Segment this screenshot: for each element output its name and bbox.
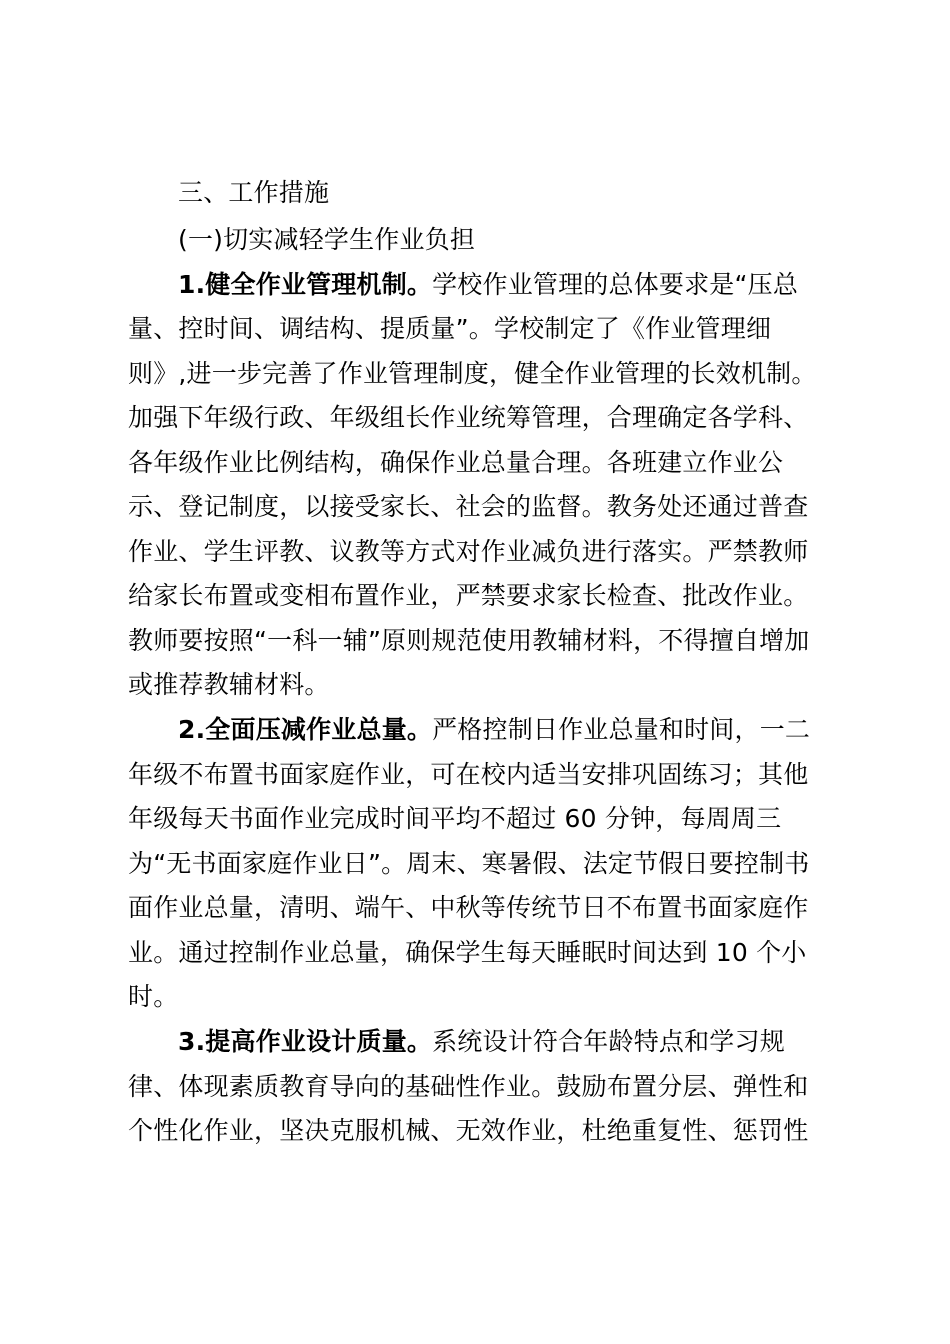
paragraph-1-line: 或推荐教辅材料。 [128, 670, 330, 699]
paragraph-3-line: 律、体现素质教育导向的基础性作业。鼓励布置分层、弹性和 [128, 1072, 809, 1101]
paragraph-1-title: 1.健全作业管理机制。 [178, 270, 433, 299]
section-heading: 三、工作措施 [178, 178, 330, 207]
paragraph-2-line: 年级每天书面作业完成时间平均不超过 60 分钟，每周周三 [128, 804, 782, 833]
subsection-heading: (一)切实减轻学生作业负担 [178, 225, 476, 254]
paragraph-1-line: 给家长布置或变相布置作业，严禁要求家长检查、批改作业。 [128, 581, 809, 610]
paragraph-1-line: 加强下年级行政、年级组长作业统筹管理，合理确定各学科、 [128, 403, 809, 432]
paragraph-1-line: 作业、学生评教、议教等方式对作业减负进行落实。严禁教师 [128, 537, 809, 566]
paragraph-1-text: 学校作业管理的总体要求是“压总 [432, 270, 799, 299]
paragraph-1-line: 各年级作业比例结构，确保作业总量合理。各班建立作业公 [128, 448, 784, 477]
paragraph-2-title: 2.全面压减作业总量。 [178, 715, 433, 744]
paragraph-1-line: 量、控时间、调结构、提质量”。学校制定了《作业管理细 [128, 314, 772, 343]
paragraph-2-line: 年级不布置书面家庭作业，可在校内适当安排巩固练习；其他 [128, 760, 809, 789]
paragraph-2-line: 为“无书面家庭作业日”。周末、寒暑假、法定节假日要控制书 [128, 849, 810, 878]
paragraph-1-line: 教师要按照“一科一辅”原则规范使用教辅材料，不得擅自增加 [128, 626, 810, 655]
paragraph-3-first-line [178, 1026, 785, 1058]
paragraph-2-text: 严格控制日作业总量和时间，一二 [432, 715, 811, 744]
paragraph-1-line: 示、登记制度，以接受家长、社会的监督。教务处还通过普查 [128, 492, 809, 521]
paragraph-3-text: 系统设计符合年龄特点和学习规 [432, 1027, 785, 1056]
paragraph-2-line: 时。 [128, 982, 179, 1011]
paragraph-1-line: 则》,进一步完善了作业管理制度，健全作业管理的长效机制。 [128, 359, 817, 388]
paragraph-3-line: 个性化作业，坚决克服机械、无效作业，杜绝重复性、惩罚性 [128, 1116, 809, 1145]
paragraph-2-line: 面作业总量，清明、端午、中秋等传统节日不布置书面家庭作 [128, 893, 809, 922]
paragraph-1-first-line [178, 269, 798, 301]
paragraph-2-line: 业。通过控制作业总量，确保学生每天睡眠时间达到 10 个小 [128, 938, 807, 967]
paragraph-3-title: 3.提高作业设计质量。 [178, 1027, 433, 1056]
paragraph-2-first-line [178, 714, 810, 746]
